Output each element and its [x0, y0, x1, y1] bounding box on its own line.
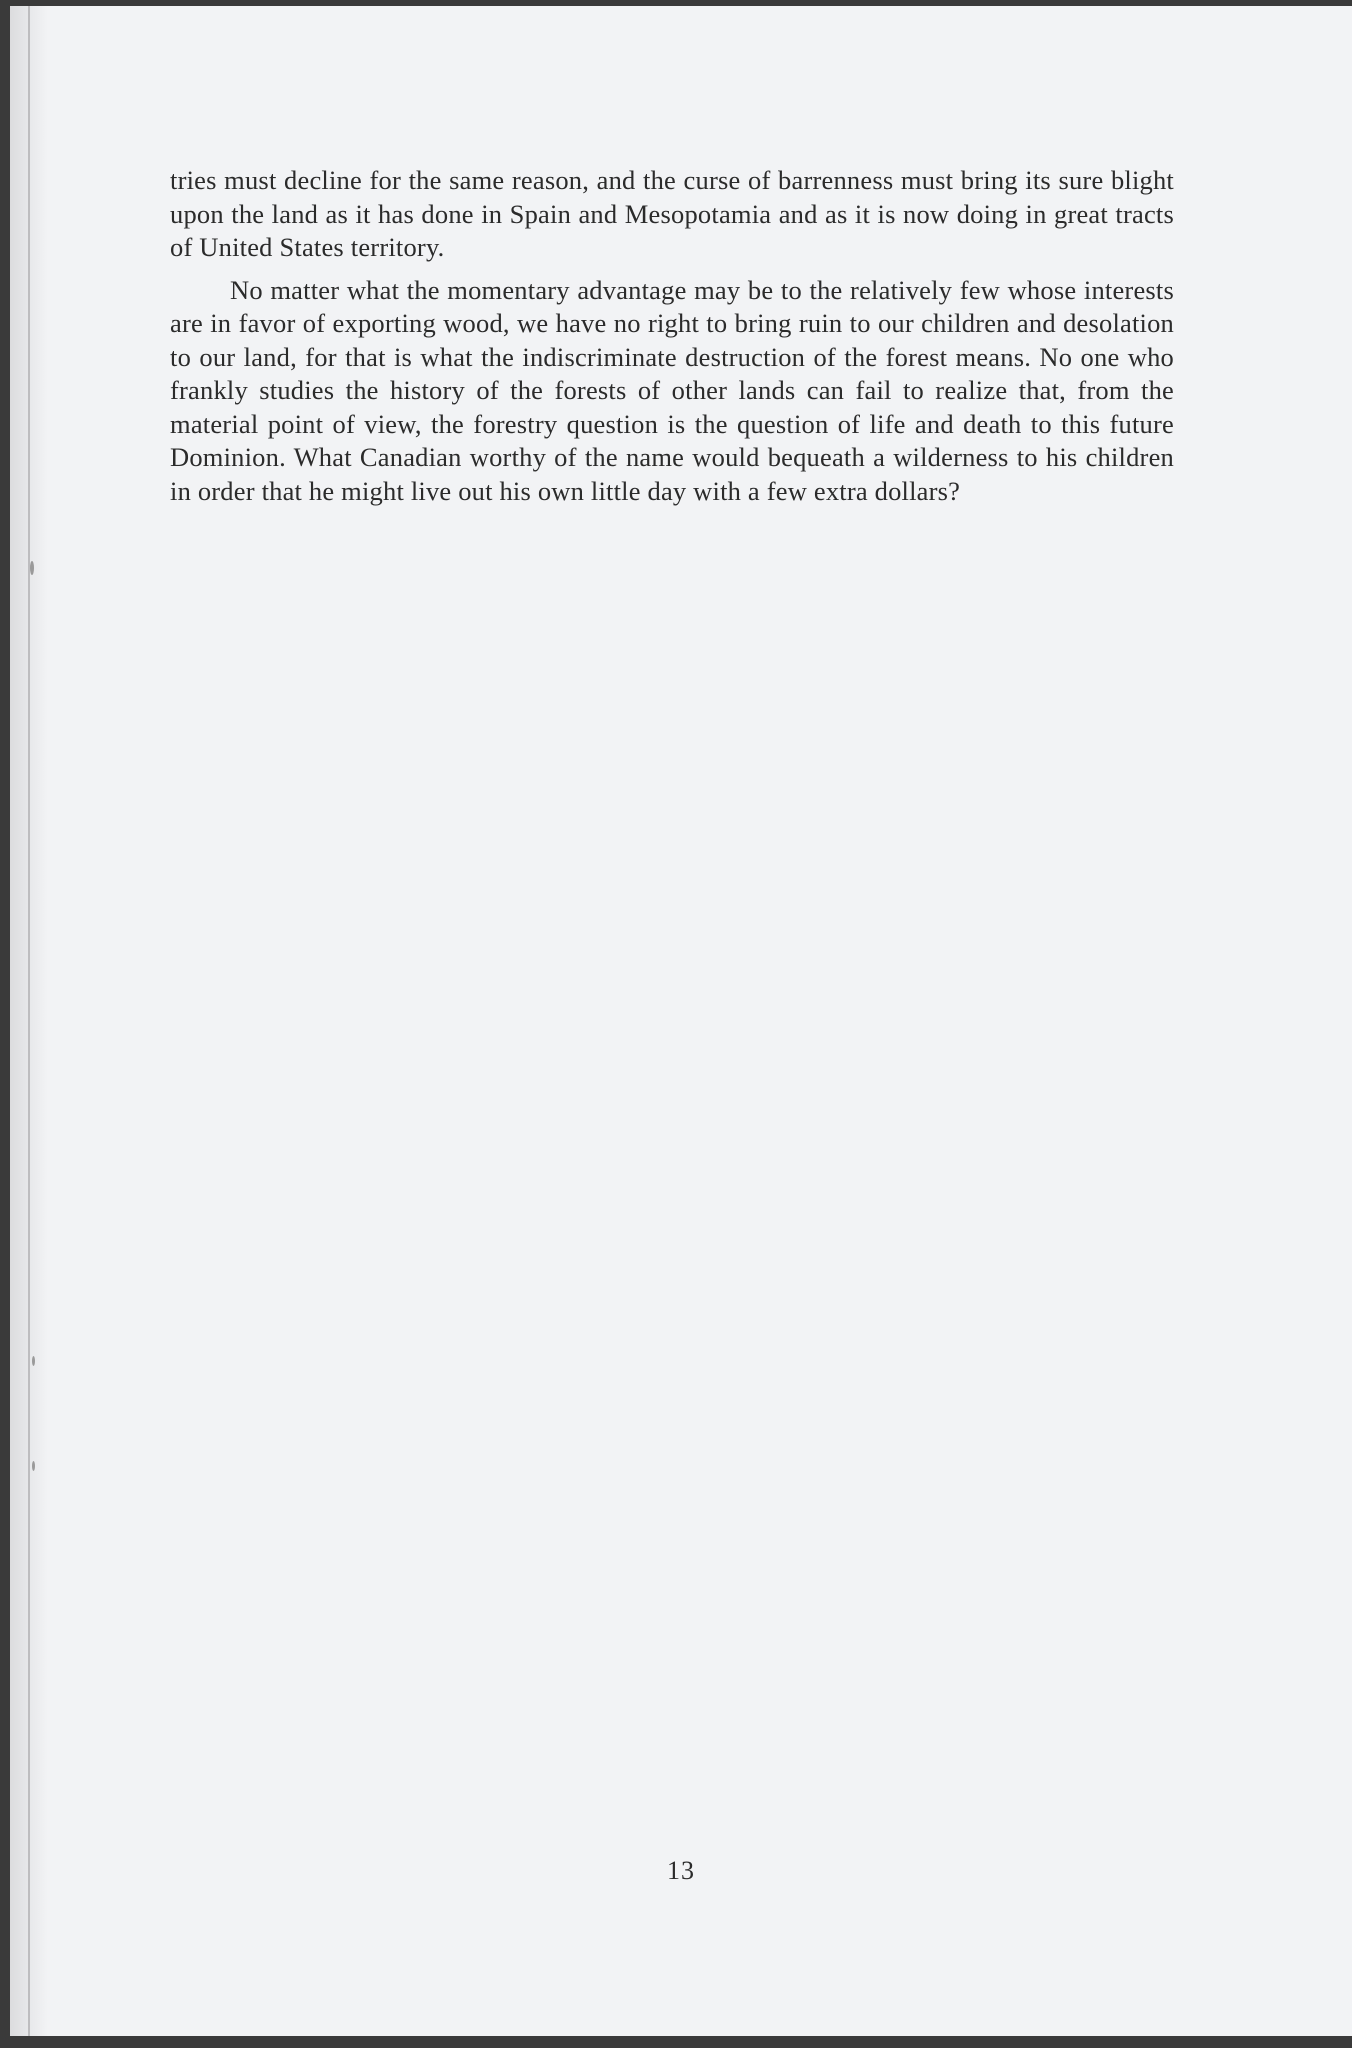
- body-text: [170, 164, 1174, 508]
- paragraph-2: No matter what the momentary advantage may be to the relatively few whose interests are in favor of exporting wood, we have no right to bring ruin to our children and desolation to our land, for that is what the indiscriminate destruction of the forest means. No one who frankly studies the history of the forests of other lands can fail to realize that, from the material point of view, the forestry question is the question of life and death to this future Dominion. What Canadian worthy of the name would bequeath a wilderness to his children in order that he might live out his own little day with a few extra dollars?: [170, 274, 1174, 506]
- document-page: [10, 6, 1352, 2036]
- paragraph-1: tries must decline for the same reason, and the curse of barrenness must bring its sure blight upon the land as it has done in Spain and Mesopotamia and as it is now doing in great tracts of United States territory.: [170, 165, 1174, 262]
- ink-speck: [32, 1461, 35, 1471]
- page-number: 13: [667, 1856, 695, 1885]
- ink-speck: [30, 561, 34, 575]
- ink-speck: [32, 1356, 35, 1366]
- binding-edge: [28, 6, 30, 2036]
